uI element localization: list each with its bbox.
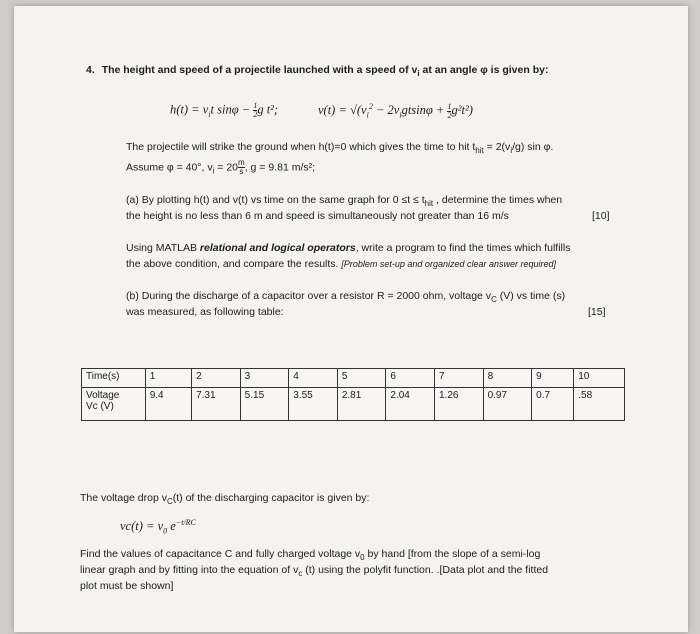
matlab-note: [Problem set-up and organized clear answer required] [341, 259, 557, 269]
equation-speed: $v(t) = √(v_i^2 - 2v_igtsin\varphi$ + $\frac{1}{2}$ g²t²) [318, 101, 473, 120]
part-a-line2: the height is no less than 6 m and speed is simultaneously not greater than 16 m/s [126, 210, 509, 222]
data-table [81, 368, 625, 421]
part-b-line1: (b) During the discharge of a capacitor over a resistor R = 2000 ohm, voltage $v_C$ (V) vs time (s) [126, 290, 566, 305]
table-cell: 0.97 [483, 388, 532, 421]
table-cell: 9 [532, 369, 574, 388]
table-cell: 7.31 [192, 388, 241, 421]
table-cell: 0.7 [532, 388, 574, 421]
voltage-drop-text: The voltage drop $v_C(t)$ of the discharging capacitor is given by: [80, 492, 370, 507]
matlab-line2: the above condition, and compare the results. [Problem set-up and organized clear answer required] [126, 258, 557, 270]
table-cell: 10 [574, 369, 625, 388]
unit-fraction: $\frac{m}{s}$ [238, 158, 245, 176]
find-line1: Find the values of capacitance C and fully charged voltage $v_0$ by hand [from the slope of a semi-log [80, 548, 541, 563]
equation-discharge: $vc(t) = v_0$ $e^{-t/RC}$ [120, 518, 196, 536]
find-line3: plot must be shown] [80, 580, 174, 592]
equation-height: $h(t) = v_it$ sinφ − $\frac{1}{2}$ g t²; [170, 101, 279, 119]
table-cell: 1 [145, 369, 191, 388]
fraction-half-2: $\frac{1}{2}$ [447, 101, 452, 120]
table-header-time: Time(s) [82, 369, 146, 388]
table-cell: 5.15 [240, 388, 289, 421]
matlab-line1: Using MATLAB relational and logical operators, write a program to find the times which fulfills [126, 242, 571, 254]
table-header-voltage: Voltage Vc (V) [82, 388, 146, 421]
table-cell: 2.04 [386, 388, 435, 421]
table-cell: .58 [574, 388, 625, 421]
question-intro: 4. The height and speed of a projectile launched with a speed of $v_i$ at an angle φ is given by: [86, 64, 549, 79]
table-cell: 3.55 [289, 388, 338, 421]
table-cell: 2 [192, 369, 241, 388]
table-cell: 5 [337, 369, 386, 388]
part-b-line2: was measured, as following table: [126, 306, 284, 318]
part-a-marks: [10] [592, 210, 610, 222]
matlab-emphasis: relational and logical operators [199, 242, 356, 254]
table-cell: 3 [240, 369, 289, 388]
find-line2: linear graph and by fitting into the equation of $v_c$ (t) using the polyfit function. .[Data plot and the fitted [80, 564, 549, 579]
table-cell: 1.26 [434, 388, 483, 421]
document-page [14, 6, 688, 632]
table-cell: 6 [386, 369, 435, 388]
table-cell: 9.4 [145, 388, 191, 421]
assumption-text: Assume φ = 40°, $v_i = 20$ $\frac{m}{s}$ , g = 9.81 m/s²; [126, 158, 316, 176]
fraction-half: $\frac{1}{2}$ [253, 101, 258, 119]
table-cell: 7 [434, 369, 483, 388]
part-a-line1: (a) By plotting h(t) and v(t) vs time on the same graph for $0 \le t \le t_{hit}$ , determine the times when [126, 194, 563, 209]
table-cell: 2.81 [337, 388, 386, 421]
table-row-voltage [82, 388, 625, 421]
question-number: 4. [86, 64, 95, 76]
strike-text: The projectile will strike the ground when h(t)=0 which gives the time to hit $t_{hit} = 2(v_i/g)$ sin φ. [126, 141, 554, 156]
table-cell: 8 [483, 369, 532, 388]
part-b-marks: [15] [588, 306, 606, 318]
table-cell: 4 [289, 369, 338, 388]
table-row-time [82, 369, 625, 388]
